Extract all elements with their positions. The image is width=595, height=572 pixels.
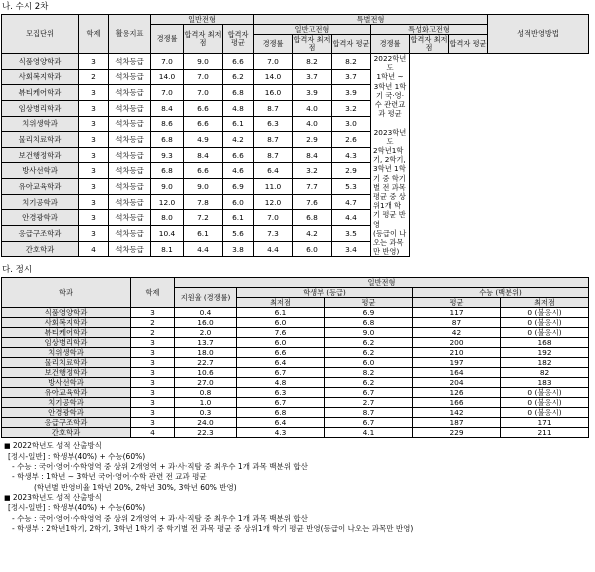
table-row	[2, 241, 589, 257]
table-cell: 4.4	[332, 210, 371, 226]
table-cell: 8.7	[254, 147, 293, 163]
dept-name-cell: 간호학과	[2, 428, 131, 438]
dept-name-cell: 사회복지학과	[2, 69, 79, 85]
header-index: 활용지표	[109, 15, 151, 54]
table-cell: 0.4	[175, 308, 237, 318]
table-cell: 211	[501, 428, 589, 438]
table-cell: 4	[131, 428, 175, 438]
table-cell: 6.8	[237, 408, 325, 418]
table-cell: 석차등급	[109, 210, 151, 226]
table-cell: 7.0	[151, 85, 184, 101]
table-cell: 6.4	[237, 418, 325, 428]
header-competition: 경쟁률	[254, 35, 293, 54]
table-cell: 6.4	[237, 358, 325, 368]
table-cell: 4.3	[237, 428, 325, 438]
table-cell: 18.0	[175, 348, 237, 358]
table-cell: 82	[501, 368, 589, 378]
table-cell: 3	[131, 308, 175, 318]
dept-name-cell: 치위생학과	[2, 116, 79, 132]
criteria-2022-record: - 학생부 : 1학년 ~ 3학년 국어·영어·수학 관련 전 교과 평균	[12, 472, 207, 482]
table-cell: 8.2	[332, 54, 371, 70]
criteria-2022-record-note: (학년별 반영비율 1학년 20%, 2학년 30%, 3학년 60% 반영)	[34, 482, 237, 492]
table-cell: 27.0	[175, 378, 237, 388]
table-cell: 6.9	[223, 179, 254, 195]
table-cell: 2.9	[332, 163, 371, 179]
table-cell: 4.1	[325, 428, 413, 438]
section-b-title: 다. 정시	[2, 265, 33, 276]
table-cell: 14.0	[151, 69, 184, 85]
header-min-pass: 합격자 최저점	[410, 35, 448, 52]
table-cell: 3	[131, 408, 175, 418]
table-cell: 210	[413, 348, 501, 358]
table-cell: 4.4	[254, 241, 293, 257]
table-cell: 3	[131, 338, 175, 348]
table-cell: 168	[501, 338, 589, 348]
table-cell: 6.3	[254, 116, 293, 132]
header-applicants: 지원율 (경쟁률)	[175, 288, 237, 308]
table-cell: 6.9	[325, 308, 413, 318]
table-cell: 0 (불응시)	[501, 398, 589, 408]
table-cell: 7.3	[254, 226, 293, 242]
table-cell: 석차등급	[109, 116, 151, 132]
table-cell: 0 (불응시)	[501, 318, 589, 328]
table-cell: 4	[79, 241, 109, 257]
criteria-2022-general: [정시-일반] : 학생부(40%) + 수능(60%)	[8, 451, 146, 461]
table-cell: 3	[79, 147, 109, 163]
table-cell: 3	[79, 132, 109, 148]
table-cell: 석차등급	[109, 163, 151, 179]
table-cell: 3	[79, 163, 109, 179]
table-cell: 6.8	[223, 85, 254, 101]
header-avg-pass: 합격자 평균	[449, 35, 488, 54]
table-cell: 5.6	[223, 226, 254, 242]
dept-name-cell: 응급구조학과	[2, 226, 79, 242]
header-special-hs: 특성화고전형	[371, 25, 488, 35]
table-row	[2, 100, 589, 116]
table-row	[2, 147, 589, 163]
table-cell: 석차등급	[109, 54, 151, 70]
table-cell: 6.1	[184, 226, 223, 242]
dept-name-cell: 안경광학과	[2, 210, 79, 226]
table-cell: 3.7	[332, 69, 371, 85]
table-cell: 8.4	[184, 147, 223, 163]
table-cell: 24.0	[175, 418, 237, 428]
header-general: 일반전형	[175, 278, 589, 288]
table-cell: 204	[413, 378, 501, 388]
table-cell: 7.8	[184, 194, 223, 210]
table-row	[2, 132, 589, 148]
table-cell: 6.1	[237, 308, 325, 318]
table-cell: 142	[413, 408, 501, 418]
method-2022-title: 2022학년도	[373, 54, 407, 73]
table-cell: 3	[131, 418, 175, 428]
table-cell: 석차등급	[109, 179, 151, 195]
table-cell: 192	[501, 348, 589, 358]
table-cell: 8.6	[151, 116, 184, 132]
header-special: 특별전형	[254, 15, 488, 25]
table-cell: 11.0	[254, 179, 293, 195]
table-row	[2, 418, 589, 428]
table-cell: 9.0	[184, 179, 223, 195]
table-cell: 4.2	[223, 132, 254, 148]
table-cell: 4.2	[293, 226, 332, 242]
dept-name-cell: 보건행정학과	[2, 368, 131, 378]
table-cell: 3.5	[332, 226, 371, 242]
table-cell: 3	[131, 398, 175, 408]
header-avg-pass: 합격자 평균	[223, 25, 254, 54]
table-cell: 9.0	[184, 54, 223, 70]
table-cell: 183	[501, 378, 589, 388]
header-avg: 평균	[413, 298, 501, 308]
table-cell: 0 (불응시)	[501, 388, 589, 398]
table-row	[2, 226, 589, 242]
table-cell: 6.8	[325, 318, 413, 328]
method-2023-title: 2023학년도	[373, 127, 407, 146]
criteria-block	[0, 441, 595, 534]
table-row	[2, 308, 589, 318]
table-cell: 6.4	[254, 163, 293, 179]
table-cell: 22.7	[175, 358, 237, 368]
header-competition: 경쟁률	[151, 25, 184, 54]
table-cell: 6.6	[237, 348, 325, 358]
table-cell: 3.9	[293, 85, 332, 101]
table-cell: 4.9	[184, 132, 223, 148]
dept-name-cell: 응급구조학과	[2, 418, 131, 428]
table-cell: 석차등급	[109, 69, 151, 85]
header-competition: 경쟁률	[371, 35, 410, 54]
table-cell: 6.0	[223, 194, 254, 210]
header-dept: 학과	[2, 278, 131, 308]
susi-table	[1, 14, 589, 257]
table-cell: 3	[131, 348, 175, 358]
table-cell: 2.9	[293, 132, 332, 148]
table-row	[2, 69, 589, 85]
dept-name-cell: 뷰티케어학과	[2, 328, 131, 338]
table-cell: 3.7	[293, 69, 332, 85]
method-2023-extra: (등급이 나오는 과목만 반영)	[373, 228, 407, 257]
table-cell: 7.6	[293, 194, 332, 210]
table-cell: 3	[79, 54, 109, 70]
table-cell: 6.0	[237, 338, 325, 348]
table-cell: 4.4	[184, 241, 223, 257]
table-row	[2, 368, 589, 378]
table-cell: 0 (불응시)	[501, 308, 589, 318]
dept-name-cell: 치위생학과	[2, 348, 131, 358]
table-cell: 0 (불응시)	[501, 328, 589, 338]
table-cell: 7.2	[184, 210, 223, 226]
table-cell: 8.2	[293, 54, 332, 70]
header-avg-pass: 합격자 평균	[332, 35, 371, 54]
table-cell: 2	[79, 69, 109, 85]
dept-name-cell: 물리치료학과	[2, 358, 131, 368]
table-row	[2, 85, 589, 101]
table-cell: 2.6	[332, 132, 371, 148]
table-cell: 4.0	[293, 116, 332, 132]
table-cell: 6.0	[325, 358, 413, 368]
header-year: 학제	[79, 15, 109, 54]
header-school-record: 학생부 (등급)	[237, 288, 413, 298]
table-cell: 8.0	[151, 210, 184, 226]
table-cell: 석차등급	[109, 132, 151, 148]
header-min: 최저점	[501, 298, 589, 308]
method-2023-body: 2학년1학기, 2학기, 3학년 1학기 중 학기별 전 과목 평균 중 상위1개 학기 평균 반영	[373, 146, 406, 229]
table-cell: 6.6	[184, 100, 223, 116]
section-a-title: 나. 수시 2차	[2, 2, 49, 12]
table-row	[2, 398, 589, 408]
table-cell: 6.0	[293, 241, 332, 257]
table-cell: 0.3	[175, 408, 237, 418]
table-cell: 9.3	[151, 147, 184, 163]
table-cell: 16.0	[254, 85, 293, 101]
table-cell: 229	[413, 428, 501, 438]
table-cell: 12.0	[151, 194, 184, 210]
table-row	[2, 338, 589, 348]
table-cell: 10.6	[175, 368, 237, 378]
table-row	[2, 210, 589, 226]
table-cell: 석차등급	[109, 194, 151, 210]
header-method: 성적반영방법	[488, 15, 589, 54]
table-cell: 182	[501, 358, 589, 368]
dept-name-cell: 뷰티케어학과	[2, 85, 79, 101]
table-cell: 7.0	[184, 69, 223, 85]
table-cell: 87	[413, 318, 501, 328]
table-cell: 3.8	[223, 241, 254, 257]
header-avg: 평균	[325, 298, 413, 308]
table-cell: 3	[131, 358, 175, 368]
table-cell: 0.8	[175, 388, 237, 398]
table-cell: 4.8	[237, 378, 325, 388]
header-general-hs: 일반고전형	[254, 25, 371, 35]
criteria-2022-csat: - 수능 : 국어·영어·수학영역 중 상위 2개영역 + 과·사·직탐 중 최우수 1개 과목 백분위 합산	[12, 462, 308, 472]
table-row	[2, 388, 589, 398]
table-cell: 16.0	[175, 318, 237, 328]
table-cell: 8.4	[293, 147, 332, 163]
table-cell: 6.8	[151, 163, 184, 179]
table-cell: 6.7	[325, 388, 413, 398]
table-cell: 3	[79, 179, 109, 195]
dept-name-cell: 임상병리학과	[2, 338, 131, 348]
table-cell: 3	[79, 194, 109, 210]
table-cell: 3	[79, 100, 109, 116]
table-cell: 6.2	[325, 348, 413, 358]
table-cell: 0 (불응시)	[501, 408, 589, 418]
criteria-2023-general: [정시-일반] : 학생부(40%) + 수능(60%)	[8, 503, 146, 513]
header-general: 일반전형	[151, 15, 254, 25]
table-cell: 4.8	[223, 100, 254, 116]
table-cell: 10.4	[151, 226, 184, 242]
table-cell: 8.1	[151, 241, 184, 257]
table-cell: 9.0	[325, 328, 413, 338]
table-cell: 8.7	[325, 408, 413, 418]
table-cell: 석차등급	[109, 100, 151, 116]
table-cell: 7.0	[184, 85, 223, 101]
dept-name-cell: 물리치료학과	[2, 132, 79, 148]
table-cell: 6.6	[223, 147, 254, 163]
table-cell: 6.0	[237, 318, 325, 328]
table-cell: 4.3	[332, 147, 371, 163]
table-cell: 2.7	[325, 398, 413, 408]
table-row	[2, 378, 589, 388]
dept-name-cell: 식품영양학과	[2, 308, 131, 318]
table-cell: 7.7	[293, 179, 332, 195]
header-year: 학제	[131, 278, 175, 308]
method-note	[371, 54, 410, 257]
header-dept: 모집단위	[2, 15, 79, 54]
dept-name-cell: 유아교육학과	[2, 388, 131, 398]
dept-name-cell: 치기공학과	[2, 398, 131, 408]
table-cell: 7.0	[151, 54, 184, 70]
table-cell: 석차등급	[109, 226, 151, 242]
table-cell: 6.1	[223, 210, 254, 226]
table-cell: 3.4	[332, 241, 371, 257]
table-row	[2, 408, 589, 418]
table-cell: 3	[79, 116, 109, 132]
table-cell: 6.7	[237, 398, 325, 408]
criteria-2023-heading: ■ 2023학년도 성적 산출방식	[4, 493, 595, 503]
table-cell: 2.0	[175, 328, 237, 338]
dept-name-cell: 사회복지학과	[2, 318, 131, 328]
table-row	[2, 54, 589, 70]
table-cell: 석차등급	[109, 85, 151, 101]
table-row	[2, 179, 589, 195]
table-cell: 6.6	[184, 116, 223, 132]
table-row	[2, 318, 589, 328]
table-cell: 석차등급	[109, 241, 151, 257]
table-cell: 3	[79, 85, 109, 101]
table-cell: 9.0	[151, 179, 184, 195]
table-cell: 4.7	[332, 194, 371, 210]
table-cell: 4.6	[223, 163, 254, 179]
table-cell: 6.2	[223, 69, 254, 85]
dept-name-cell: 보건행정학과	[2, 147, 79, 163]
table-cell: 6.7	[325, 418, 413, 428]
table-row	[2, 358, 589, 368]
table-cell: 8.7	[254, 100, 293, 116]
table-cell: 석차등급	[109, 147, 151, 163]
table-cell: 6.6	[184, 163, 223, 179]
header-csat: 수능 (백분위)	[413, 288, 589, 298]
table-cell: 3	[131, 388, 175, 398]
table-cell: 6.3	[237, 388, 325, 398]
dept-name-cell: 임상병리학과	[2, 100, 79, 116]
table-row	[2, 194, 589, 210]
table-cell: 6.7	[237, 368, 325, 378]
table-cell: 7.0	[254, 210, 293, 226]
table-row	[2, 163, 589, 179]
table-cell: 6.8	[151, 132, 184, 148]
table-cell: 13.7	[175, 338, 237, 348]
criteria-2022-heading: ■ 2022학년도 성적 산출방식	[4, 441, 595, 451]
table-cell: 8.2	[325, 368, 413, 378]
dept-name-cell: 치기공학과	[2, 194, 79, 210]
table-cell: 22.3	[175, 428, 237, 438]
table-cell: 3.2	[293, 163, 332, 179]
table-cell: 3	[79, 210, 109, 226]
dept-name-cell: 간호학과	[2, 241, 79, 257]
table-cell: 8.4	[151, 100, 184, 116]
dept-name-cell: 방사선학과	[2, 163, 79, 179]
table-cell: 6.2	[325, 338, 413, 348]
table-cell: 7.0	[254, 54, 293, 70]
table-cell: 2	[131, 318, 175, 328]
dept-name-cell: 식품영양학과	[2, 54, 79, 70]
criteria-2023-csat: - 수능 : 국어·영어·수학영역 중 상위 2개영역 + 과·사·직탐 중 최우수 1개 과목 백분위 합산	[12, 513, 308, 523]
table-cell: 2	[131, 328, 175, 338]
table-cell: 197	[413, 358, 501, 368]
table-cell: 6.1	[223, 116, 254, 132]
table-cell: 3	[131, 378, 175, 388]
table-cell: 5.3	[332, 179, 371, 195]
table-cell: 3.2	[332, 100, 371, 116]
table-cell: 3	[79, 226, 109, 242]
table-cell: 3.9	[332, 85, 371, 101]
table-cell: 126	[413, 388, 501, 398]
table-cell: 166	[413, 398, 501, 408]
table-cell: 6.2	[325, 378, 413, 388]
table-cell: 1.0	[175, 398, 237, 408]
table-cell: 171	[501, 418, 589, 428]
table-row	[2, 328, 589, 338]
table-cell: 14.0	[254, 69, 293, 85]
header-min: 최저점	[237, 298, 325, 308]
table-row	[2, 116, 589, 132]
table-cell: 3	[131, 368, 175, 378]
table-row	[2, 348, 589, 358]
jeongsi-table	[1, 277, 589, 438]
dept-name-cell: 안경광학과	[2, 408, 131, 418]
table-cell: 164	[413, 368, 501, 378]
table-cell: 187	[413, 418, 501, 428]
table-cell: 4.0	[293, 100, 332, 116]
table-cell: 200	[413, 338, 501, 348]
table-cell: 6.6	[223, 54, 254, 70]
table-cell: 7.6	[237, 328, 325, 338]
table-cell: 117	[413, 308, 501, 318]
table-cell: 6.8	[293, 210, 332, 226]
header-min-pass: 합격자 최저점	[293, 35, 331, 52]
method-2022-body: 1학년 ~ 3학년 1학기 국·영·수 관련교과 평균	[373, 72, 407, 119]
dept-name-cell: 유아교육학과	[2, 179, 79, 195]
table-row	[2, 428, 589, 438]
table-cell: 12.0	[254, 194, 293, 210]
table-cell: 8.7	[254, 132, 293, 148]
criteria-2023-record: - 학생부 : 2학년1학기, 2학기, 3학년 1학기 중 학기별 전 과목 평균 중 상위1개 학기 평균 반영(등급이 나오는 과목만 반영)	[12, 523, 414, 533]
dept-name-cell: 방사선학과	[2, 378, 131, 388]
header-min-pass: 합격자 최저점	[184, 25, 223, 54]
table-cell: 3.0	[332, 116, 371, 132]
table-cell: 42	[413, 328, 501, 338]
